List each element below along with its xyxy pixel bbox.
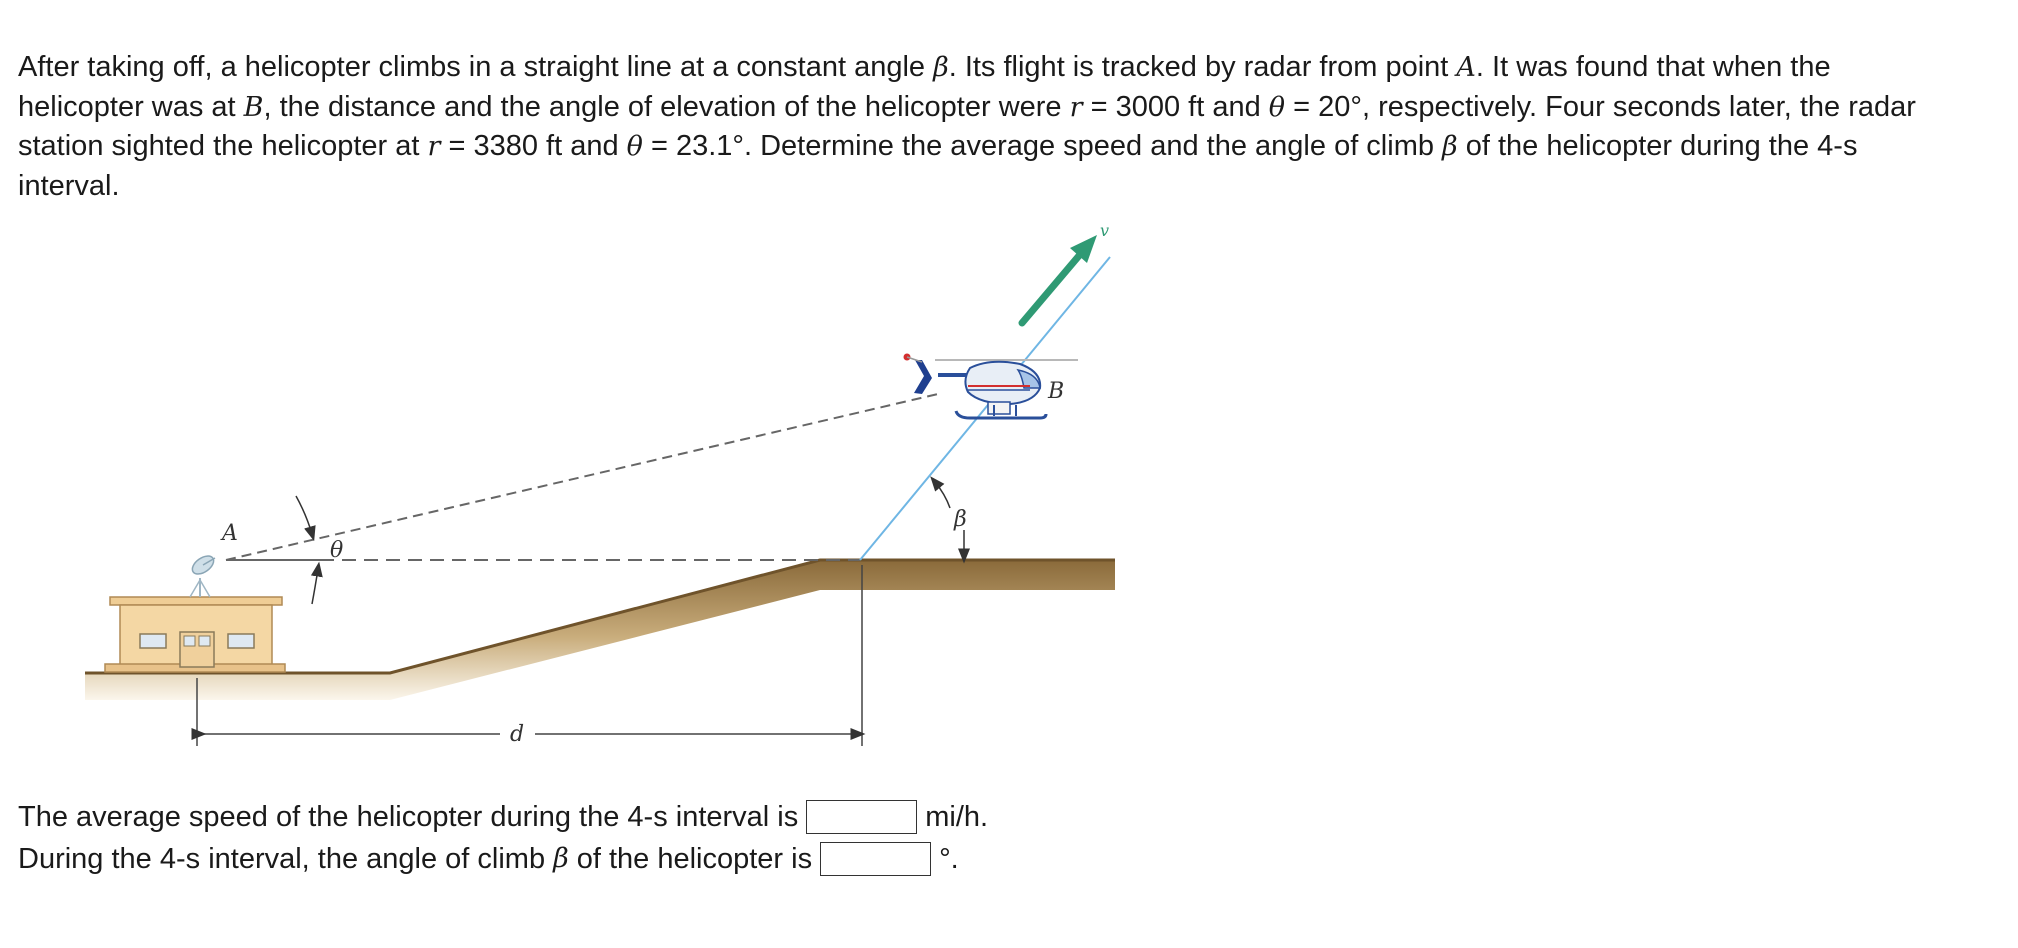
problem-text: = 3380 ft and xyxy=(440,130,627,162)
speed-question-text: The average speed of the helicopter during the 4-s interval is xyxy=(18,801,799,833)
beta-symbol: β xyxy=(1442,131,1458,162)
beta-symbol: β xyxy=(553,843,569,874)
problem-text: After taking off, a helicopter climbs in a straight line at a constant angle xyxy=(18,51,934,83)
label-v: v xyxy=(1100,221,1110,240)
label-beta: β xyxy=(954,507,967,532)
helicopter-figure xyxy=(0,200,1140,760)
problem-text: = 20°, respectively. Four seconds later, the radar station sighted the helicopter at xyxy=(18,90,1916,162)
label-theta: θ xyxy=(330,538,344,563)
problem-text: . It was found that when the helicopter was at xyxy=(18,51,1831,123)
point-a-symbol: A xyxy=(1456,52,1476,83)
radar-building xyxy=(105,597,285,672)
speed-input[interactable] xyxy=(806,800,917,834)
label-point-a: A xyxy=(222,521,238,546)
angle-answer-row xyxy=(18,838,988,880)
angle-question-text-2: of the helicopter is xyxy=(576,843,813,875)
theta-arc-lower xyxy=(312,569,318,604)
problem-text: = 23.1°. Determine the average speed and the angle of climb xyxy=(642,130,1443,162)
r-symbol: r xyxy=(427,131,441,162)
beta-symbol: β xyxy=(933,52,949,83)
angle-question-text: During the 4-s interval, the angle of climb xyxy=(18,843,546,875)
line-of-sight-dashed xyxy=(226,394,938,560)
label-point-b: B xyxy=(1048,379,1065,404)
velocity-arrow xyxy=(1022,235,1097,323)
theta-symbol: θ xyxy=(1268,91,1286,123)
point-b-symbol: B xyxy=(243,91,264,123)
flight-path xyxy=(860,257,1110,560)
problem-text: of the helicopter during the 4-s interval. xyxy=(18,130,1858,202)
theta-symbol: θ xyxy=(626,131,643,162)
problem-text: . Its flight is tracked by radar from point xyxy=(948,51,1457,83)
theta-arc-upper xyxy=(296,496,312,534)
angle-unit: °. xyxy=(939,843,959,875)
beta-arc-upper xyxy=(935,482,950,508)
label-d: d xyxy=(510,722,525,747)
angle-input[interactable] xyxy=(820,842,931,876)
speed-unit: mi/h. xyxy=(925,801,989,833)
r-symbol: r xyxy=(1069,91,1083,123)
problem-statement xyxy=(18,48,1948,206)
answer-section xyxy=(18,796,988,880)
radar-dish-icon xyxy=(189,552,217,597)
problem-text: , the distance and the angle of elevation of the helicopter were xyxy=(263,90,1070,123)
problem-text: = 3000 ft and xyxy=(1082,90,1269,123)
speed-answer-row xyxy=(18,796,988,838)
